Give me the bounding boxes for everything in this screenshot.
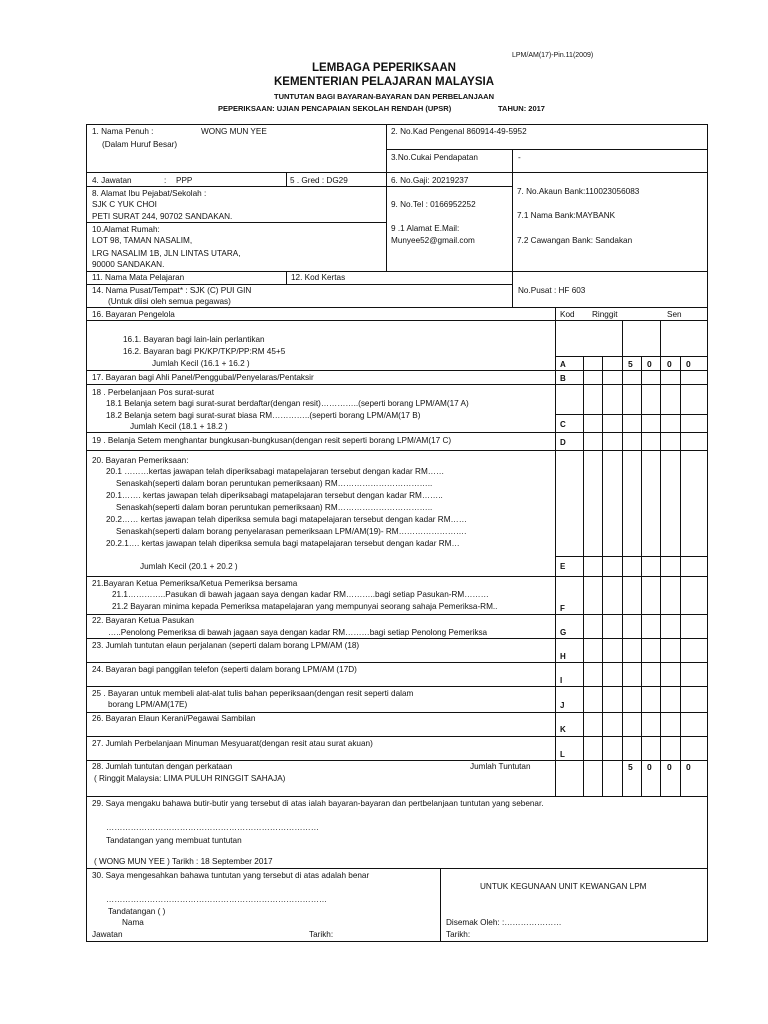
item-20-jumlah: Jumlah Kecil (20.1 + 20.2 )	[140, 562, 238, 571]
kod-k: K	[560, 725, 566, 734]
sen-header: Sen	[667, 310, 682, 319]
item-18-2: 18.2 Belanja setem bagi surat-surat biasa RM…………..(seperti borang LPM/AM(17 B)	[106, 411, 421, 420]
alamat-rumah-3: 90000 SANDAKAN.	[92, 260, 165, 269]
kod-l: L	[560, 750, 565, 759]
item-28: 28. Jumlah tuntutan dengan perkataan	[92, 762, 233, 771]
item-26: 26. Bayaran Elaun Kerani/Pegawai Sambilan	[92, 714, 256, 723]
kod-c: C	[560, 420, 566, 429]
form-title-2: KEMENTERIAN PELAJARAN MALAYSIA	[273, 76, 494, 88]
amount-a-digit: 0	[686, 359, 691, 369]
kod-kertas-label: 12. Kod Kertas	[291, 273, 346, 282]
alamat-pejabat-label: 8. Alamat Ibu Pejabat/Sekolah :	[92, 189, 207, 198]
cukai-value: -	[518, 153, 521, 162]
exam-year: TAHUN: 2017	[498, 104, 545, 113]
form-title-1: LEMBAGA PEPERIKSAAN	[312, 62, 456, 74]
item-16: 16. Bayaran Pengelola	[92, 310, 175, 319]
item-18-jumlah: Jumlah Kecil (18.1 + 18.2 )	[130, 422, 228, 431]
item-16-1: 16.1. Bayaran bagi lain-lain perlantikan	[123, 335, 265, 344]
email-label: 9 .1 Alamat E.Mail:	[391, 224, 460, 233]
jawatan-colon: :	[164, 176, 167, 185]
no-gaji: 6. No.Gaji: 20219237	[391, 176, 469, 185]
item-18: 18 . Perbelanjaan Pos surat-surat	[92, 388, 214, 397]
item-19: 19 . Belanja Setem menghantar bungkusan-bungkusan(dengan resit seperti borang LPM/AM(17 C)	[92, 436, 452, 445]
item-25: 25 . Bayaran untuk membeli alat-alat tulis bahan peperiksaan(dengan resit seperti dalam	[92, 689, 414, 698]
claimant-name-date: ( WONG MUN YEE ) Tarikh : 18 September 2017	[94, 857, 273, 866]
nama-pusat: 14. Nama Pusat/Tempat* : SJK (C) PUI GIN	[92, 286, 252, 295]
finance-date-label: Tarikh:	[446, 930, 471, 939]
item-20-2-1: 20.2.1…. kertas jawapan telah diperiksa semula bagi matapelajaran tersebut dengan kadar RM…	[106, 539, 460, 548]
exam-line: PEPERIKSAAN: UJIAN PENCAPAIAN SEKOLAH RENDAH (UPSR)	[218, 104, 452, 113]
item-23: 23. Jumlah tuntutan elaun perjalanan (seperti dalam borang LPM/AM (18)	[92, 641, 360, 650]
form-subtitle: TUNTUTAN BAGI BAYARAN-BAYARAN DAN PERBELANJAAN	[273, 92, 495, 101]
email-value: Munyee52@gmail.com	[391, 236, 475, 245]
amount-total-digit: 5	[628, 762, 633, 772]
amount-a-digit: 5	[628, 359, 633, 369]
huruf-besar-note: (Dalam Huruf Besar)	[102, 140, 178, 149]
item-16-2: 16.2. Bayaran bagi PK/KP/TKP/PP:RM 45+5	[123, 347, 286, 356]
no-tel: 9. No.Tel : 0166952252	[391, 200, 476, 209]
disemak-oleh-label: Disemak Oleh: :…………………	[446, 918, 562, 927]
item-21: 21.Bayaran Ketua Pemeriksa/Ketua Pemeriksa bersama	[92, 579, 298, 588]
signature-label: Tandatangan yang membuat tuntutan	[106, 836, 242, 845]
kod-a: A	[560, 360, 566, 369]
alamat-rumah-label: 10.Alamat Rumah:	[92, 225, 160, 234]
jawatan-value: PPP	[176, 176, 193, 185]
jumlah-tuntutan-label: Jumlah Tuntutan	[470, 762, 531, 771]
item-18-1: 18.1 Belanja setem bagi surat-surat berdaftar(dengan resit)…………..(seperti borang LPM/AM(17 A)	[106, 399, 469, 408]
no-pusat: No.Pusat : HF 603	[518, 286, 586, 295]
gred: 5 . Gred : DG29	[290, 176, 348, 185]
kod-j: J	[560, 701, 565, 710]
item-24: 24. Bayaran bagi panggilan telefon (seperti dalam borang LPM/AM (17D)	[92, 665, 357, 674]
item-20-1c: 20.1……. kertas jawapan telah diperiksabagi matapelajaran tersebut dengan kadar RM……..	[106, 491, 443, 500]
item-25b: borang LPM/AM(17E)	[108, 700, 188, 709]
verifier-signature-line: ………………………………………………………………………	[106, 895, 328, 904]
item-21-2: 21.2 Bayaran minima kepada Pemeriksa matapelajaran yang mempunyai seorang sahaja Pemeriksa-RM..	[112, 602, 498, 611]
declaration-30: 30. Saya mengesahkan bahawa tuntutan yang tersebut di atas adalah benar	[92, 871, 370, 880]
item-20-1d: Senaskah(seperti dalam boran peruntukan pemeriksaan) RM……………………………..	[116, 503, 433, 512]
amount-total-digit: 0	[647, 762, 652, 772]
verifier-date-label: Tarikh:	[309, 930, 334, 939]
ringgit-header: Ringgit	[592, 310, 618, 319]
verifier-name-label: Nama	[122, 918, 144, 927]
amount-a-digit: 0	[647, 359, 652, 369]
kod-h: H	[560, 652, 566, 661]
nama-label: 1. Nama Penuh :	[92, 127, 154, 136]
finance-unit-label: UNTUK KEGUNAAN UNIT KEWANGAN LPM	[480, 882, 647, 891]
verifier-jawatan-label: Jawatan	[92, 930, 123, 939]
item-20-2: 20.2…… kertas jawapan telah diperiksa semula bagi matapelajaran tersebut dengan kadar RM……	[106, 515, 467, 524]
jawatan-label: 4. Jawatan	[92, 176, 132, 185]
no-akaun-bank: 7. No.Akaun Bank:110023056083	[517, 187, 640, 196]
kod-i: I	[560, 676, 563, 685]
amount-total-digit: 0	[686, 762, 691, 772]
amount-total-digit: 0	[667, 762, 672, 772]
item-17: 17. Bayaran bagi Ahli Panel/Penggubal/Penyelaras/Pentaksir	[92, 373, 314, 382]
mata-pelajaran-label: 11. Nama Mata Pelajaran	[92, 273, 185, 282]
cawangan-bank: 7.2 Cawangan Bank: Sandakan	[517, 236, 633, 245]
declaration-29: 29. Saya mengaku bahawa butir-butir yang tersebut di atas ialah bayaran-bayaran dan pertbelanjaan tuntutan yang sebenar.	[92, 799, 544, 808]
item-27: 27. Jumlah Perbelanjaan Minuman Mesyuarat(dengan resit atau surat akuan)	[92, 739, 373, 748]
cukai-label: 3.No.Cukai Pendapatan	[391, 153, 478, 162]
kod-b: B	[560, 374, 566, 383]
item-20-2b: Senaskah(seperti dalam borang penyelarasan pemeriksaan LPM/AM(19)- RM…………………….	[116, 527, 467, 536]
verifier-signature-label: Tandatangan ( )	[108, 907, 166, 916]
alamat-pejabat-1: SJK C YUK CHOI	[92, 200, 157, 209]
kod-e: E	[560, 562, 566, 571]
signature-line: ……………………………………………………………………	[106, 823, 319, 832]
item-22-1: …..Penolong Pemeriksa di bawah jagaan saya dengan kadar RM………bagi setiap Penolong Pemeriksa	[108, 628, 488, 637]
form-reference: LPM/AM(17)-Pin.11(2009)	[512, 52, 594, 59]
item-20: 20. Bayaran Pemeriksaan:	[92, 456, 189, 465]
item-20-1b: Senaskah(seperti dalam boran peruntukan pemeriksaan) RM……………………………..	[116, 479, 433, 488]
kod-g: G	[560, 628, 567, 637]
nama-bank: 7.1 Nama Bank:MAYBANK	[517, 211, 616, 220]
amount-a-digit: 0	[667, 359, 672, 369]
item-21-1: 21.1…………..Pasukan di bawah jagaan saya dengan kadar RM………..bagi setiap Pasukan-RM………	[112, 590, 489, 599]
item-20-1: 20.1 ………kertas jawapan telah diperiksabagi matapelajaran tersebut dengan kadar RM……	[106, 467, 445, 476]
alamat-rumah-1: LOT 98, TAMAN NASALIM,	[92, 236, 193, 245]
kod-f: F	[560, 604, 565, 613]
alamat-rumah-2: LRG NASALIM 1B, JLN LINTAS UTARA,	[92, 249, 241, 258]
nama-value: WONG MUN YEE	[201, 127, 267, 136]
kod-d: D	[560, 438, 566, 447]
item-16-jumlah: Jumlah Kecil (16.1 + 16.2 )	[152, 359, 250, 368]
alamat-pejabat-2: PETI SURAT 244, 90702 SANDAKAN.	[92, 212, 233, 221]
pusat-note: (Untuk diisi oleh semua pegawas)	[108, 297, 231, 306]
item-28-words: ( Ringgit Malaysia: LIMA PULUH RINGGIT SAHAJA)	[94, 774, 286, 783]
item-22: 22. Bayaran Ketua Pasukan	[92, 616, 194, 625]
kod-header: Kod	[560, 310, 575, 319]
kad-pengenal: 2. No.Kad Pengenal 860914-49-5952	[391, 127, 527, 136]
